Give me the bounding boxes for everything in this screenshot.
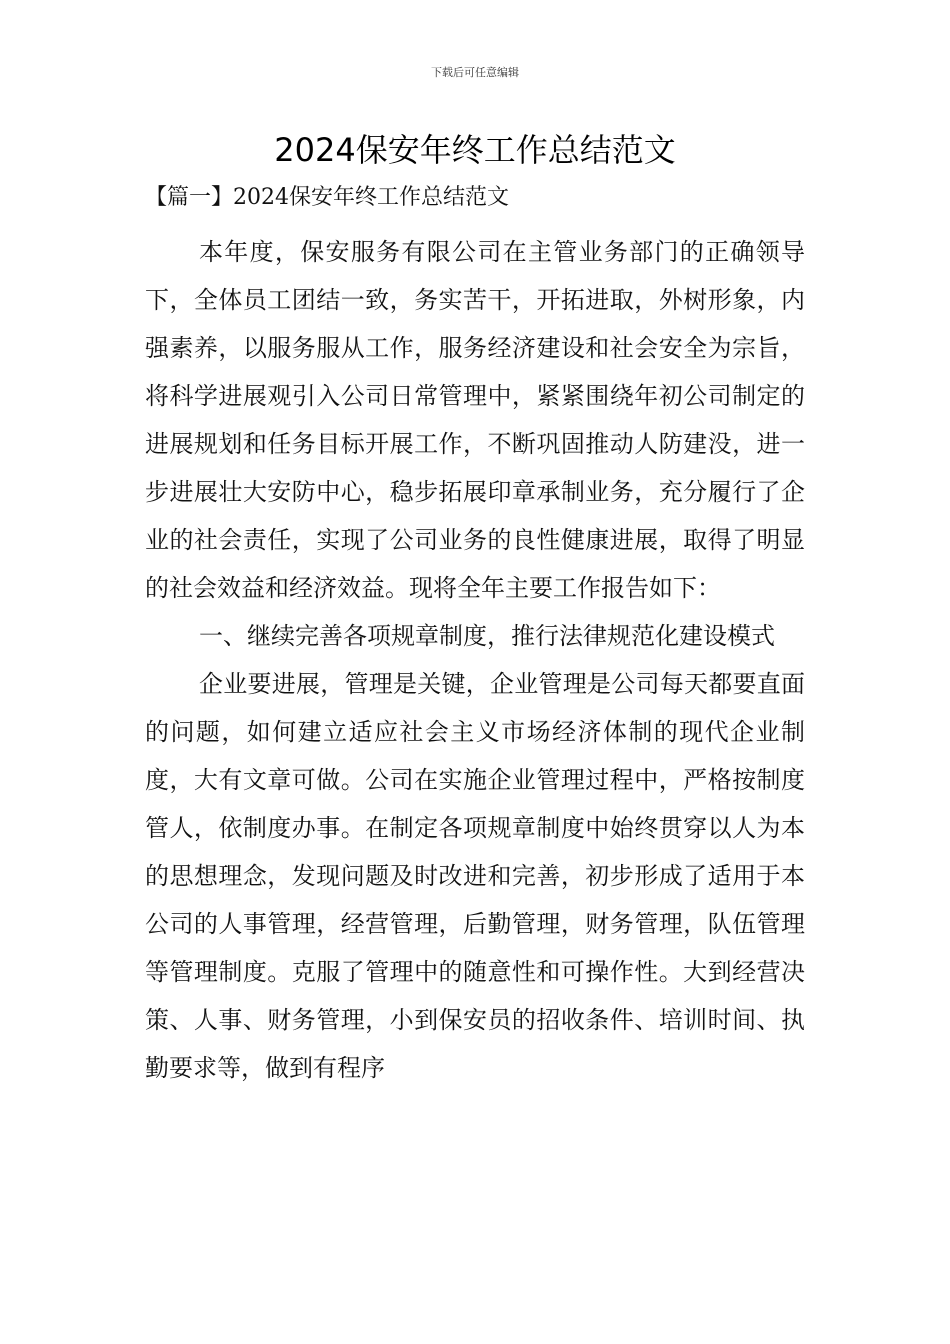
subsection-heading: 一、继续完善各项规章制度，推行法律规范化建设模式 (199, 622, 775, 650)
page-header-note: 下载后可任意编辑 (431, 66, 519, 79)
body-paragraph: 企业要进展，管理是关键，企业管理是公司每天都要直面的问题，如何建立适应社会主义市场经济体制的现代企业制度，大有文章可做。公司在实施企业管理过程中，严格按制度管人，依制度办事。在制定各项规章制度中始终贯穿以人为本的思想理念，发现问题及时改进和完善，初步形成了适用于本公司的人事管理，经营管理，后勤管理，财务管理，队伍管理等管理制度。克服了管理中的随意性和可操作性。大到经营决策、人事、财务管理，小到保安员的招收条件、培训时间、执勤要求等，做到有程序 (145, 670, 805, 1082)
section-heading: 【篇一】2024保安年终工作总结范文 (145, 185, 509, 210)
document-body (145, 228, 805, 1092)
document-title: 2024保安年终工作总结范文 (274, 131, 676, 169)
intro-paragraph: 本年度，保安服务有限公司在主管业务部门的正确领导下，全体员工团结一致，务实苦干，开拓进取，外树形象，内强素养，以服务服从工作，服务经济建设和社会安全为宗旨，将科学进展观引入公司日常管理中，紧紧围绕年初公司制定的进展规划和任务目标开展工作，不断巩固推动人防建没，进一步进展壮大安防中心，稳步拓展印章承制业务，充分履行了企业的社会责任，实现了公司业务的良性健康进展，取得了明显的社会效益和经济效益。现将全年主要工作报告如下： (145, 238, 805, 602)
